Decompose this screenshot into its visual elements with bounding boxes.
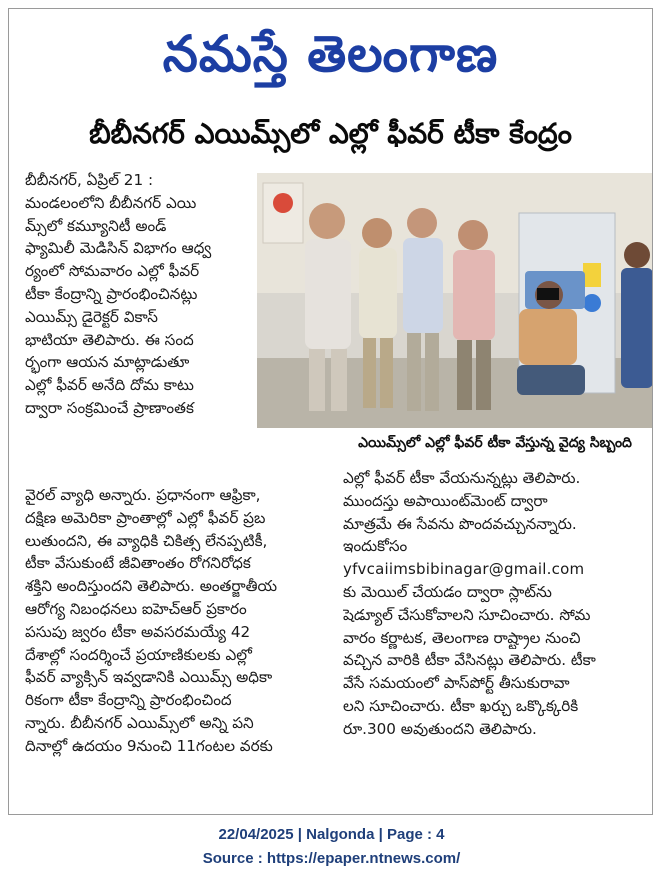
text-line: ఇందుకోసం (343, 537, 408, 556)
text-line: ర్యంలో సోమవారం ఎల్లో ఫీవర్ (25, 262, 200, 281)
text-line: ద్వారా సంక్రమించే ప్రాణాంతక (25, 398, 194, 417)
text-line: బీబీనగర్, ఏప్రిల్ 21 : (25, 171, 154, 189)
text-line: న్నారు. బీబీనగర్ ఎయిమ్స్‌లో అన్ని పని (25, 713, 254, 732)
text-line: ఆరోగ్య నిబంధనలు ఐహెచ్ఆర్ ప్రకారం (25, 599, 247, 618)
text-line: ఎల్లో ఫీవర్ టీకా వేయనున్నట్లు తెలిపారు. (343, 469, 581, 487)
text-line: ముందస్తు అపాయింట్‌మెంట్ ద్వారా (343, 491, 548, 510)
text-line: శక్తిని అందిస్తుందని తెలిపారు. అంతర్జాతీయ (25, 577, 277, 596)
text-line: షెడ్యూల్ చేసుకోవాలని సూచించారు. సోమ (343, 605, 591, 624)
text-line: మండలంలోని బీబీనగర్ ఎయి (25, 193, 197, 212)
text-line: భాటియా తెలిపారు. ఈ సంద (25, 330, 194, 349)
source-link[interactable]: Source : https://epaper.ntnews.com/ (202, 850, 461, 867)
masthead-title: నమస్తే తెలంగాణ (162, 25, 499, 83)
text-line: మాత్రమే ఈ సేవను పొందవచ్చునన్నారు. (343, 514, 577, 533)
text-line: లుతుందని, ఈ వ్యాధికి చికిత్స లేనప్పటికీ, (25, 531, 268, 550)
text-line: ర్భంగా ఆయన మాట్లాడుతూ (25, 353, 190, 372)
text-line: లని సూచించారు. టీకా ఖర్చు ఒక్కొక్కరికి (343, 696, 579, 715)
text-line: వేసే సమయంలో పాస్‌పోర్ట్ తీసుకురావా (343, 674, 570, 693)
text-line: టీకా వేసుకుంటే జీవితాంతం రోగనిరోధక (25, 554, 251, 573)
text-line: ఫీవర్ వ్యాక్సిన్ ఇవ్వడానికి ఎయిమ్స్ అధికా (25, 668, 273, 687)
article-column-right (343, 467, 643, 741)
contact-email[interactable]: yfvcaiimsbibinagar@gmail.com (343, 560, 585, 579)
article-column-left-bottom (25, 484, 331, 758)
text-line: రికంగా టీకా కేంద్రాన్ని ప్రారంభించింద (25, 691, 232, 710)
article-photo (257, 173, 653, 428)
text-line: ఫ్యామిలీ మెడిసిన్ విభాగం ఆధ్వ (25, 239, 212, 258)
text-line: కు మెయిల్ చేయడం ద్వారా స్లాట్‌ను (343, 582, 552, 601)
text-line: పసుపు జ్వరం టీకా అవసరమయ్యే 42 (25, 622, 251, 641)
newspaper-clipping (8, 8, 653, 815)
vaccination-photo-illustration (257, 173, 653, 428)
text-line: వైరల్ వ్యాధి అన్నారు. ప్రధానంగా ఆఫ్రికా, (25, 486, 261, 504)
photo-caption: ఎయిమ్స్‌లో ఎల్లో ఫీవర్ టీకా వేస్తున్న వైద్య సిబ్బంది (358, 435, 632, 451)
text-line: వారం కర్ణాటక, తెలంగాణ రాష్ట్రాల నుంచి (343, 628, 581, 647)
edition-info: 22/04/2025 | Nalgonda | Page : 4 (218, 826, 445, 843)
article-headline: బీబీనగర్ ఎయిమ్స్‌లో ఎల్లో ఫీవర్ టీకా కేంద్రం (89, 117, 572, 150)
masthead (9, 13, 652, 95)
text-line: ఎయిమ్స్ డైరెక్టర్ వికాస్ (25, 307, 158, 326)
text-line: టీకా కేంద్రాన్ని ప్రారంభించినట్లు (25, 284, 198, 303)
text-line: దినాల్లో ఉదయం 9నుంచి 11గంటల వరకు (25, 736, 273, 755)
text-line: దేశాల్లో సందర్శించే ప్రయాణికులకు ఎల్లో (25, 645, 252, 664)
text-line: వచ్చిన వారికి టీకా వేసినట్లు తెలిపారు. టీకా (343, 651, 596, 670)
text-line: ఎల్లో ఫీవర్ అనేది దోమ కాటు (25, 376, 194, 395)
article-column-left-top (25, 169, 243, 420)
text-line: రూ.300 అవుతుందని తెలిపారు. (343, 719, 537, 738)
text-line: దక్షిణ అమెరికా ప్రాంతాల్లో ఎల్లో ఫీవర్ ప్రబ (25, 508, 266, 527)
text-line: మ్స్‌లో కమ్యూనిటీ అండ్ (25, 216, 167, 235)
